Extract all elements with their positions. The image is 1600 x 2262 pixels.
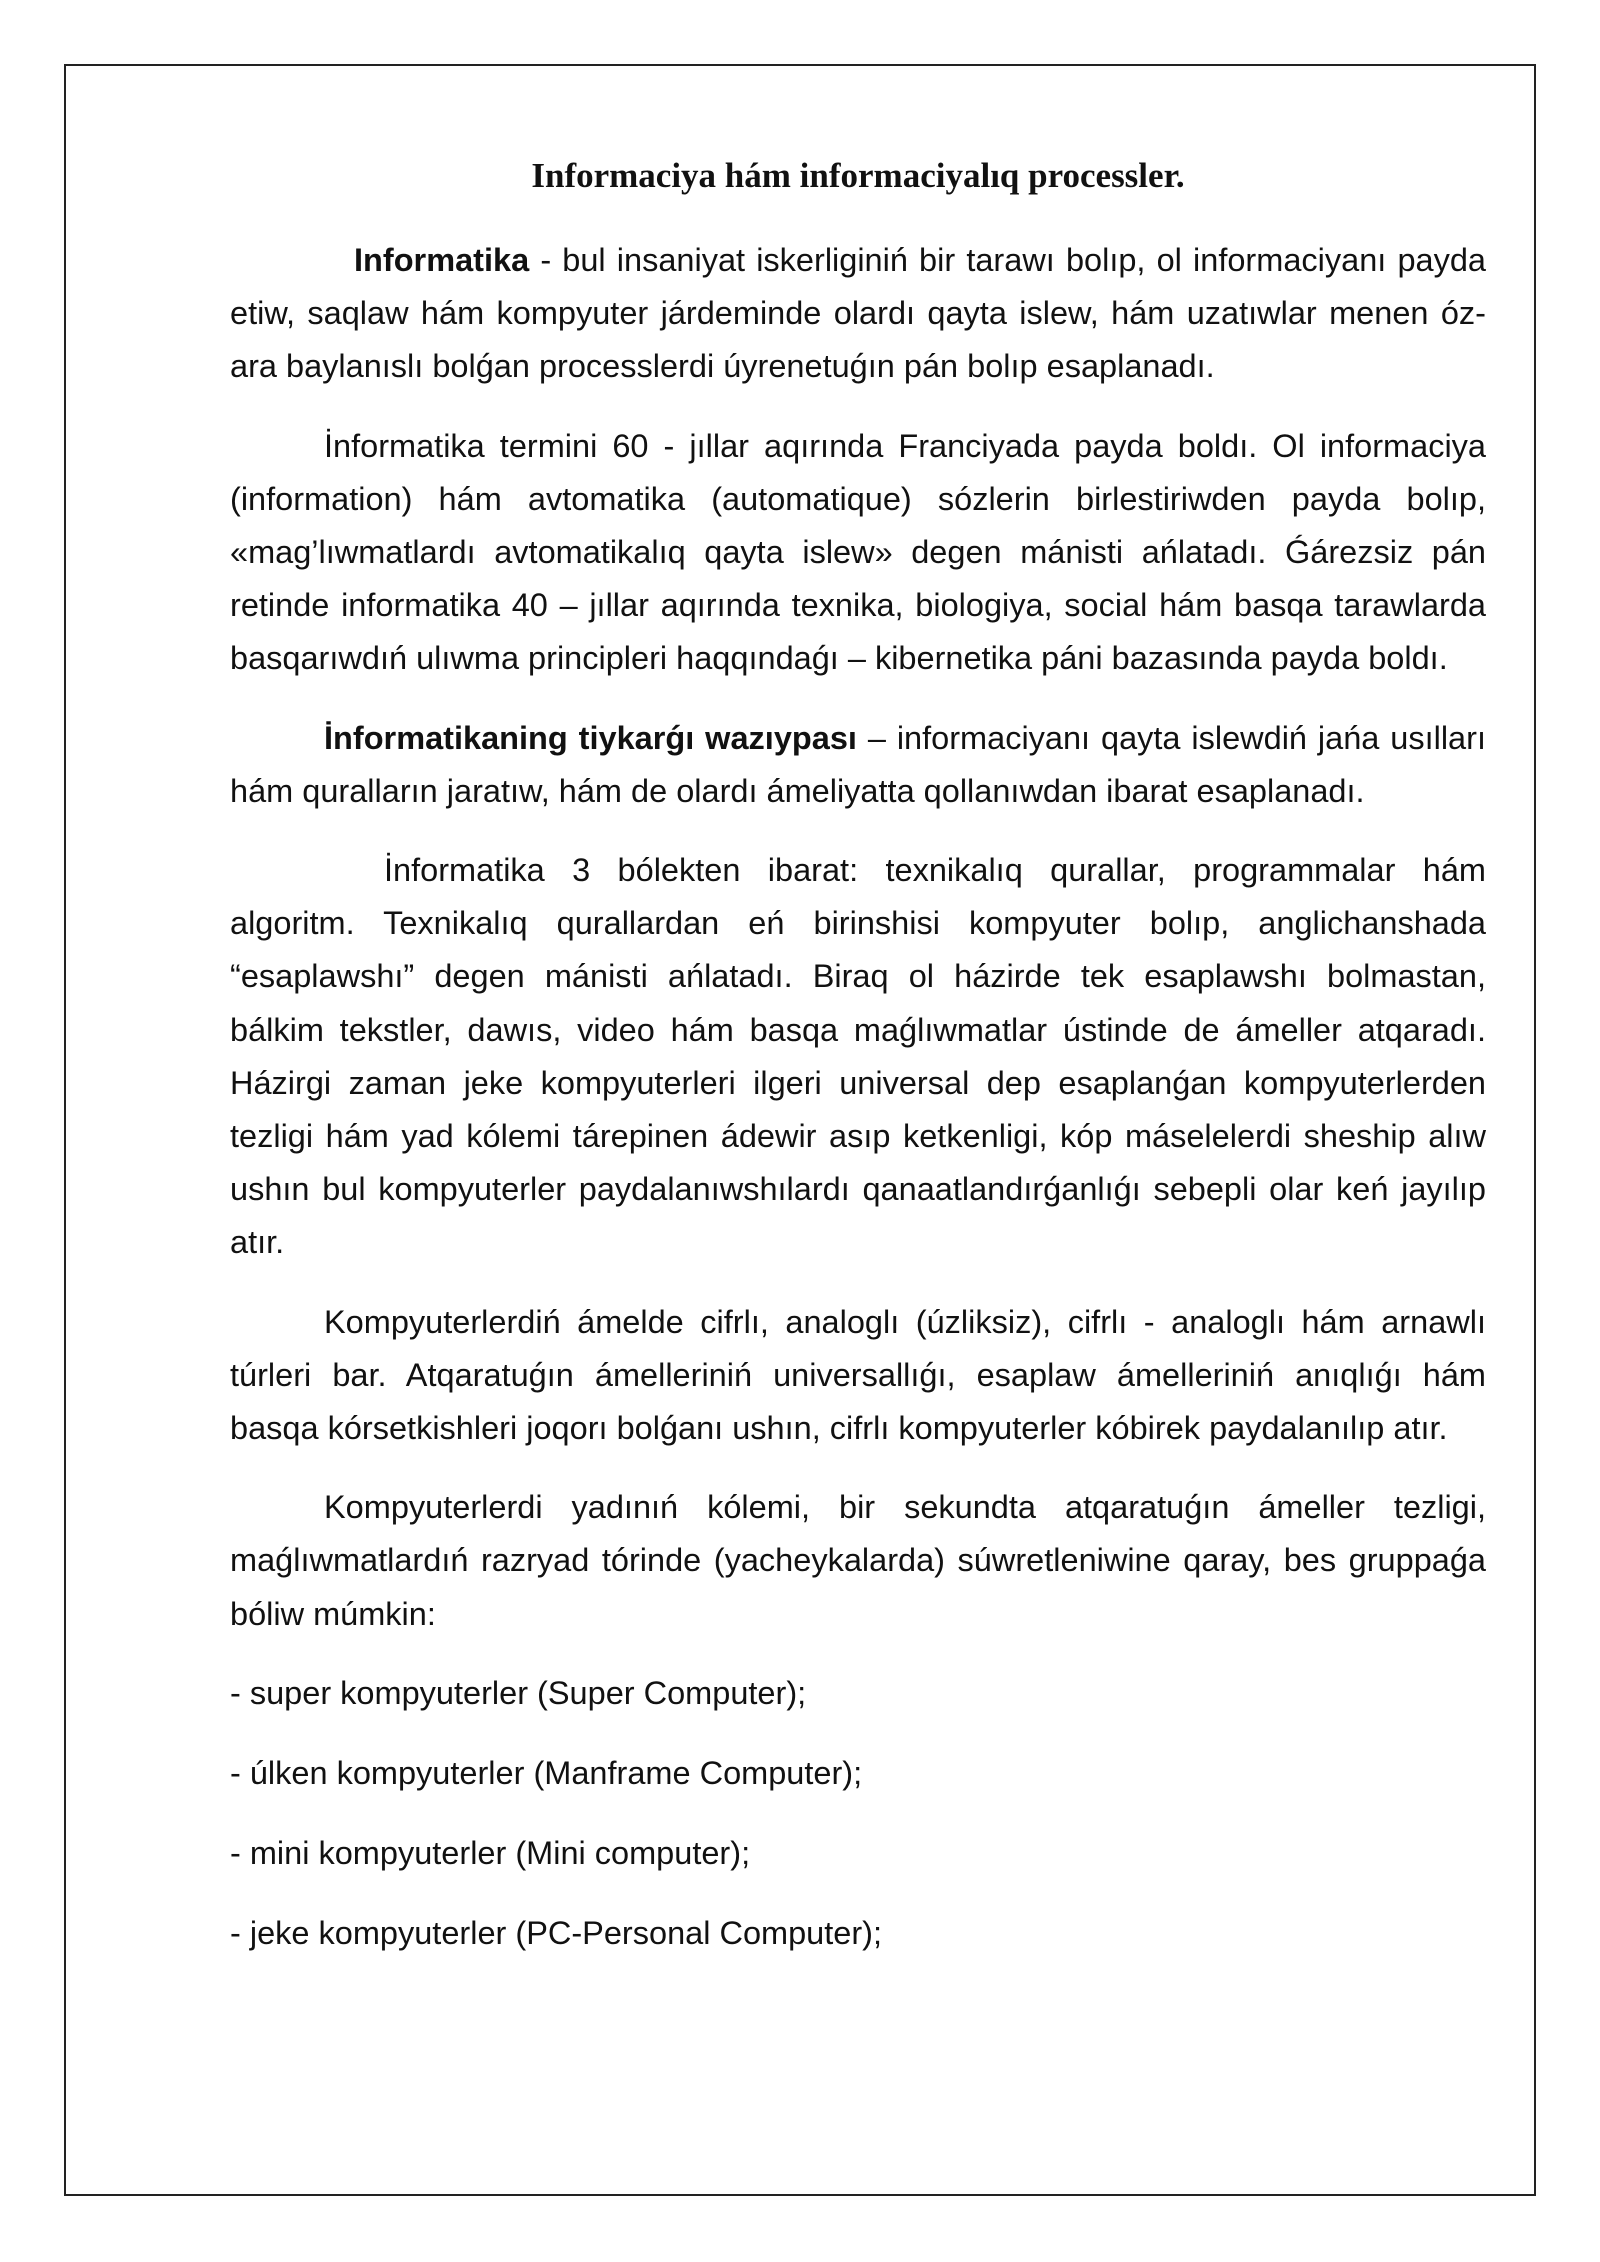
list-item: - mini kompyuterler (Mini computer); bbox=[230, 1835, 751, 1872]
term-informatika: Informatika bbox=[354, 242, 530, 278]
list-item: - jeke kompyuterler (PC-Personal Computer); bbox=[230, 1915, 883, 1952]
term-main-task: İnformatikaning tiykarǵı wazıypası bbox=[324, 719, 857, 756]
paragraph-computer-groups: Kompyuterlerdi yadınıń kólemi, bir sekundta atqaratuǵın ámeller tezligi, maǵlıwmatlardıń razryad tórinde (yacheykalarda) súwretleniwine qaray, bes gruppaǵa bóliw múmkin: bbox=[230, 1489, 1486, 1632]
document-body bbox=[230, 150, 1486, 1988]
document-title: Informaciya hám informaciyalıq processler. bbox=[531, 156, 1185, 195]
paragraph-text: - bul insaniyat iskerliginiń bir tarawı bolıp, ol informaciyanı payda etiw, saqlaw hám kompyuter járdeminde olardı qayta islew, hám uzatıwlar menen óz-ara baylanıslı bolǵan processlerdi úyrenetuǵın pán bolıp esaplanadı. bbox=[230, 242, 1486, 385]
paragraph-main-task bbox=[230, 712, 1486, 818]
paragraph-informatika-definition bbox=[230, 234, 1486, 394]
list-item: - super kompyuterler (Super Computer); bbox=[230, 1674, 807, 1711]
paragraph-components: İnformatika 3 bólekten ibarat: texnikalıq qurallar, programmalar hám algoritm. Texnikalıq qurallardan eń birinshisi kompyuter bolıp, anglichanshada “esaplawshı” degen mánisti ańlatadı. Biraq ol házirde tek esaplawshı bolmastan, bálkim tekstler, dawıs, video hám basqa maǵlıwmatlar ústinde de ámeller atqaradı. Házirgi zaman jeke kompyuterleri ilgeri universal dep esaplanǵan kompyuterlerden tezligi hám yad kólemi tárepinen ádewir asıp ketkenligi, kóp máselelerdi sheship alıw ushın bul kompyuterler paydalanıwshılardı qanaatlandırǵanlıǵı sebepli olar keń jayılıp atır. bbox=[230, 852, 1486, 1261]
list-item: - úlken kompyuterler (Manframe Computer); bbox=[230, 1755, 863, 1792]
paragraph-informatika-origin: İnformatika termini 60 - jıllar aqırında Franciyada payda boldı. Ol informaciya (information) hám avtomatika (automatique) sózlerin birlestiriwden payda bolıp, «mag’lıwmatlardı avtomatikalıq qayta islew» degen mánisti ańlatadı. Ǵárezsiz pán retinde informatika 40 – jıllar aqırında texnika, biologiya, social hám basqa tarawlarda basqarıwdıń ulıwma principleri haqqındaǵı – kibernetika páni bazasında payda boldı. bbox=[230, 427, 1486, 677]
paragraph-text: – informaciyanı qayta islewdiń jańa usılları hám quralların jaratıw, hám de olardı ámeliyatta qollanıwdan ibarat esaplanadı. bbox=[230, 719, 1486, 809]
paragraph-computer-types: Kompyuterlerdiń ámelde cifrlı, analoglı (úzliksiz), cifrlı - analoglı hám arnawlı túrleri bar. Atqaratuǵın ámelleriniń universallıǵı, esaplaw ámelleriniń anıqlıǵı hám basqa kórsetkishleri joqorı bolǵanı ushın, cifrlı kompyuterler kóbirek paydalanılıp atır. bbox=[230, 1303, 1486, 1447]
